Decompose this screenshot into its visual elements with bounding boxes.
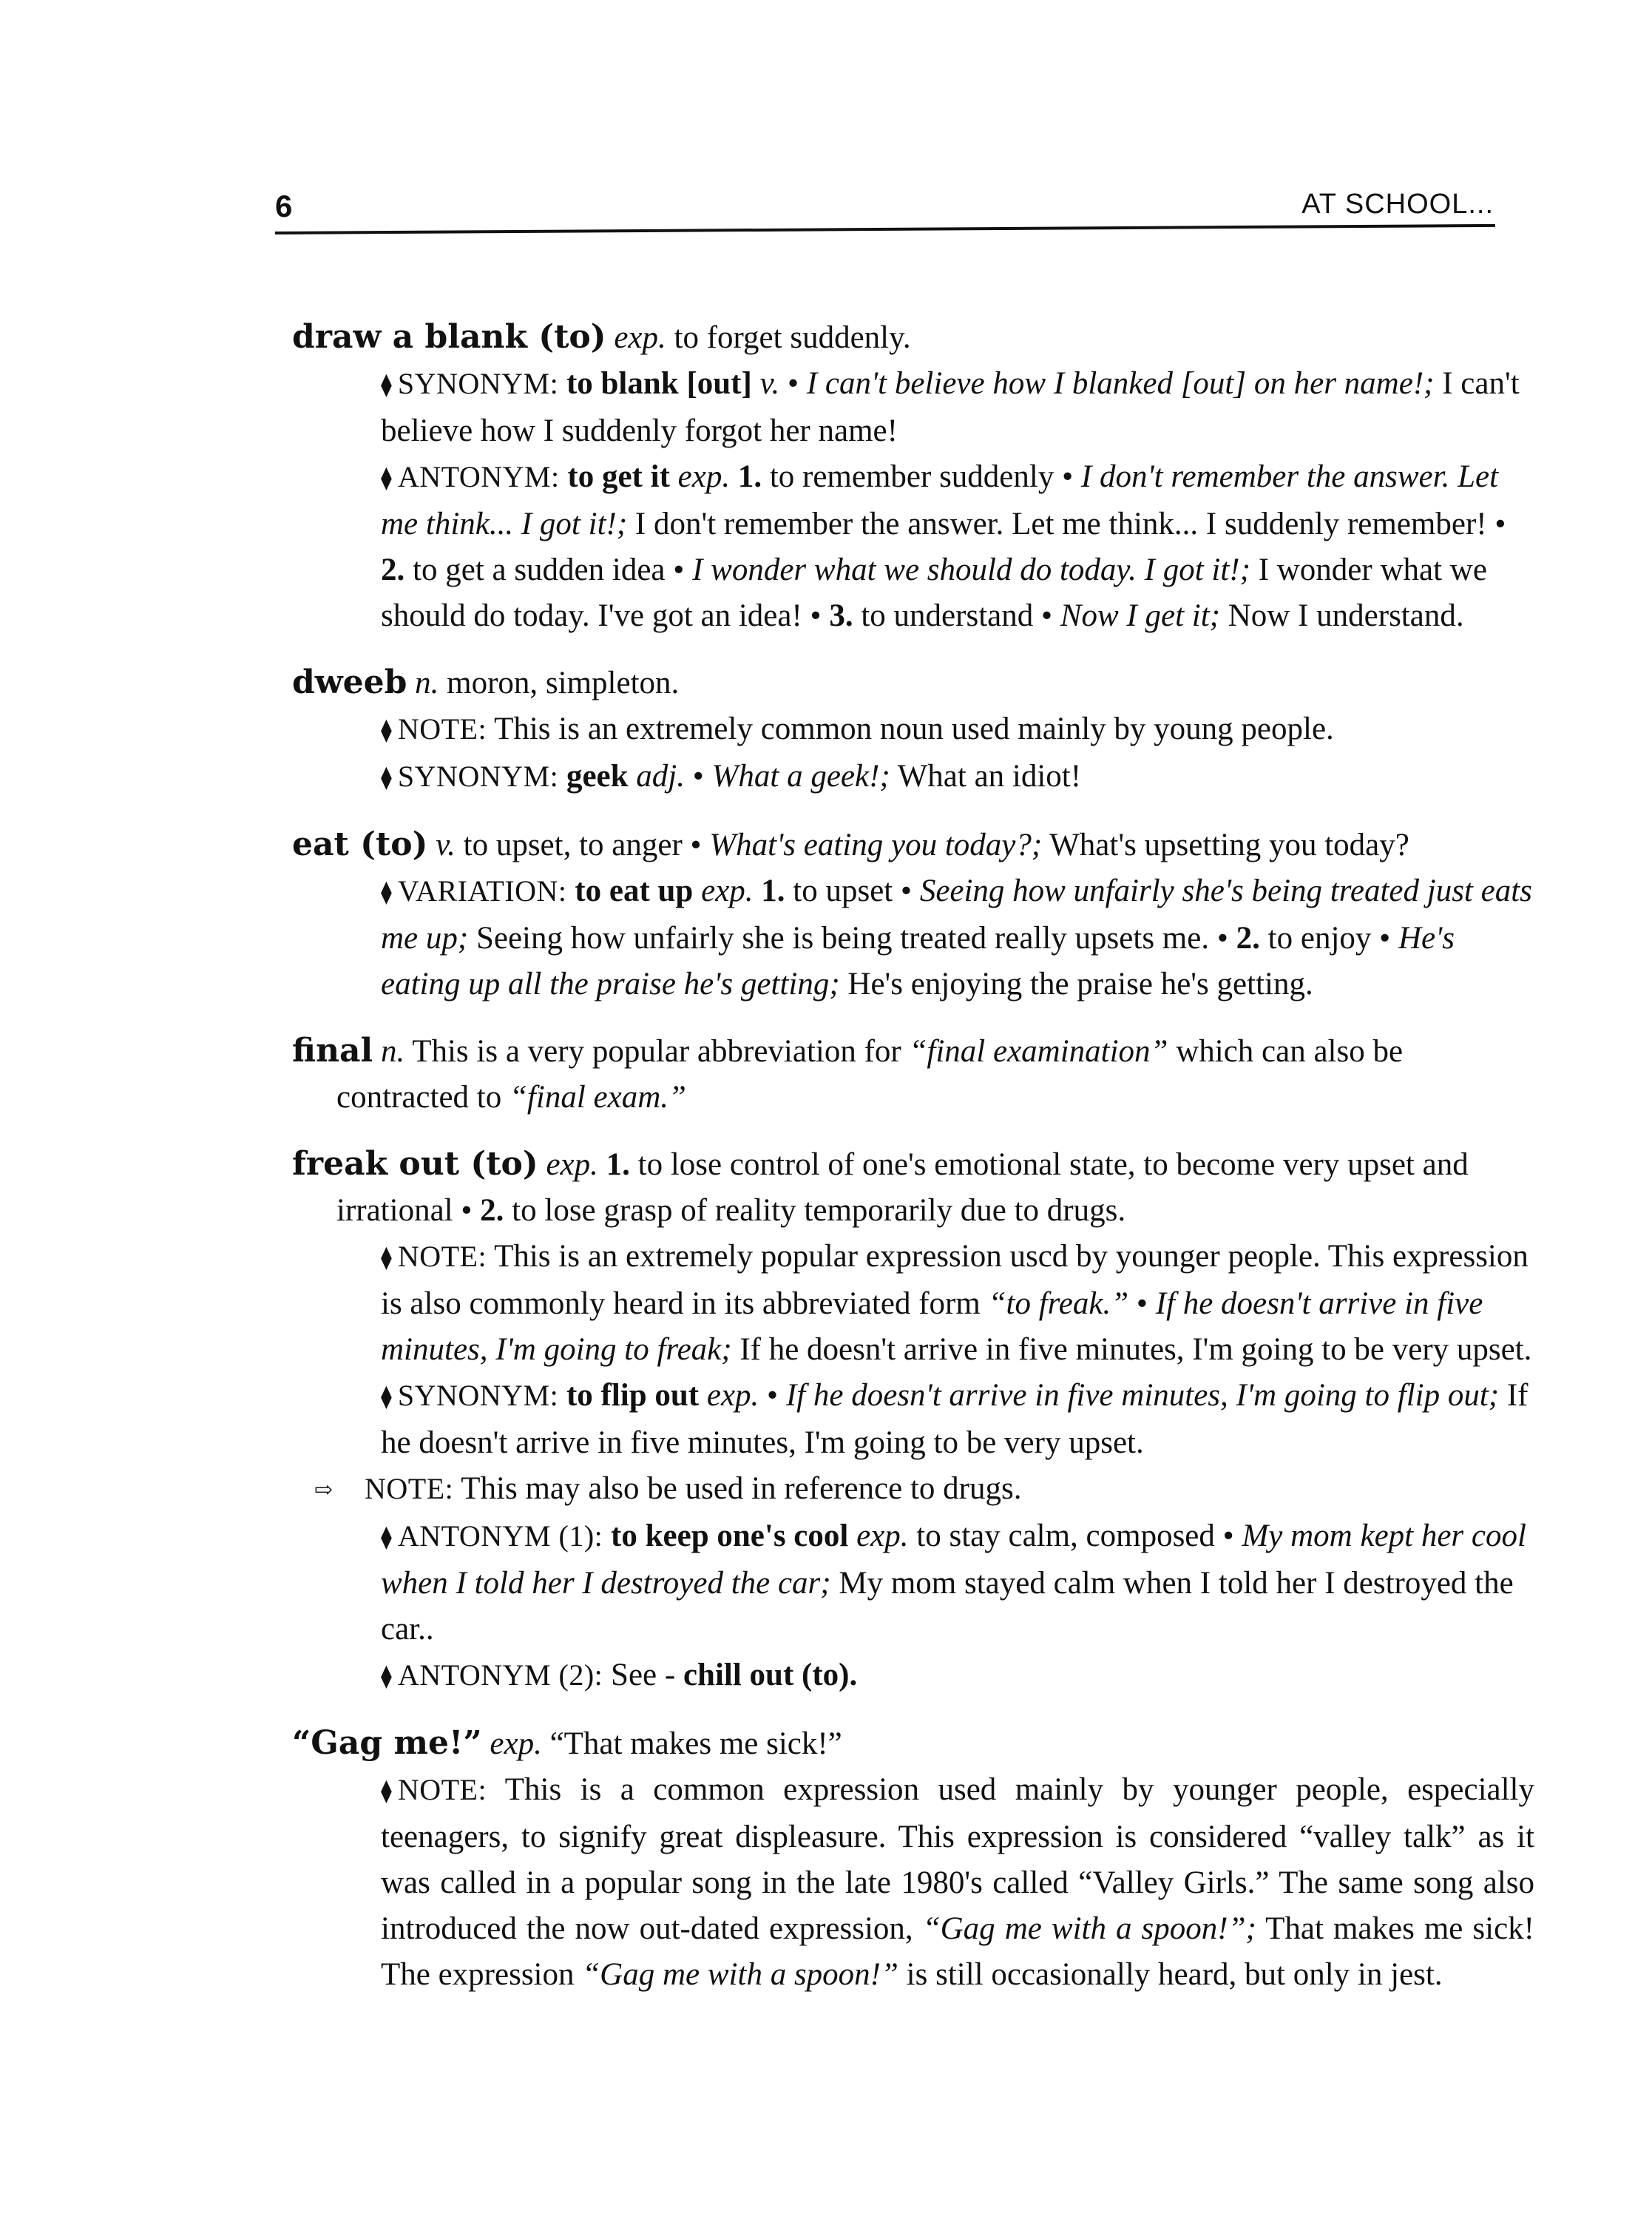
note-text: This is an extremely popular expression uscd by younger people. This expression is also commonly heard in its abbreviated form bbox=[381, 1239, 1529, 1321]
note-text: is still occasionally heard, but only in jest. bbox=[906, 1957, 1443, 1992]
headword: dweeb bbox=[292, 663, 407, 701]
label: ANTONYM (1): bbox=[397, 1519, 603, 1553]
diamond-bullet-icon: ⧫ bbox=[381, 880, 392, 905]
translation: What's upsetting you today? bbox=[1049, 828, 1409, 862]
antonym-block: ⧫ ANTONYM: to get it exp. 1. to remember suddenly • I don't remember the answer. Let me think... I got it!; I don't remember the answer. Let me think... I suddenly remember! • 2. to get a sudden idea • I wonder what we should do today. I got it!; I wonder what we should do today. I've got an idea! • 3. to understand • Now I get it; Now I understand. bbox=[336, 454, 1534, 639]
sense-number: 3. bbox=[829, 598, 853, 633]
example: If he doesn't arrive in five minutes, I'm going to freak; bbox=[381, 1286, 1483, 1367]
translation: If he doesn't arrive in five minutes, I'm going to be very upset. bbox=[739, 1332, 1532, 1367]
sense-number: 1. bbox=[606, 1147, 630, 1182]
example: What a geek!; bbox=[711, 759, 890, 794]
example: I don't remember the answer. Let me think... I got it!; bbox=[381, 459, 1499, 541]
translation: I don't remember the answer. Let me think... I suddenly remember! bbox=[634, 507, 1487, 541]
subterm: to blank [out] bbox=[566, 366, 752, 401]
part-of-speech: v. bbox=[436, 828, 456, 862]
entry-draw-a-blank bbox=[292, 314, 1534, 639]
translation: I wonder what we should do today. I've got an idea! bbox=[381, 553, 1487, 633]
subterm: to keep one's cool bbox=[611, 1519, 849, 1553]
sense-definition: to lose grasp of reality temporarily due to drugs. bbox=[512, 1193, 1126, 1228]
translation: Now I understand. bbox=[1228, 598, 1464, 633]
definition-text: This is a very popular abbreviation for bbox=[412, 1034, 901, 1069]
synonym-block: ⧫ SYNONYM: to blank [out] v. • I can't believe how I blanked [out] on her name!; I can't believe how I suddenly forgot her name! bbox=[336, 361, 1534, 454]
note-text: This may also be used in reference to drugs. bbox=[461, 1471, 1022, 1506]
headword: “Gag me!” bbox=[292, 1724, 482, 1762]
entry-final bbox=[292, 1028, 1534, 1121]
translation: What an idiot! bbox=[897, 759, 1082, 794]
subterm: geek bbox=[566, 759, 629, 794]
entry-eat: eat (to) v. to upset, to anger • What's eating you today?; What's upsetting you today? ⧫ VARIATION: to eat up exp. 1. to upset • Seeing how unfairly she's being treated just eats me up; Seeing how unfairly she is being treated really upsets me. • 2. to enjoy • He's eating up all the praise he's getting; He's enjoying the praise he's getting. bbox=[292, 822, 1534, 1007]
example: I wonder what we should do today. I got it!; bbox=[692, 553, 1250, 587]
label: VARIATION: bbox=[397, 874, 567, 908]
page-number: 6 bbox=[275, 189, 293, 223]
quoted-term: “final examination” bbox=[909, 1034, 1168, 1069]
sense-number: 1. bbox=[737, 459, 762, 494]
diamond-bullet-icon: ⧫ bbox=[381, 1525, 392, 1550]
sense-number: 2. bbox=[480, 1193, 504, 1228]
part-of-speech: exp. bbox=[856, 1519, 909, 1553]
quoted-term: “final exam.” bbox=[510, 1080, 686, 1115]
label: ANTONYM: bbox=[397, 460, 560, 493]
sense-definition: to upset bbox=[793, 874, 893, 908]
part-of-speech: v. bbox=[759, 366, 780, 401]
translation: If he doesn't arrive in five minutes, I'm going to be very upset. bbox=[381, 1378, 1529, 1460]
quoted-term: “Gag me with a spoon!”; bbox=[922, 1911, 1256, 1946]
diamond-bullet-icon: ⧫ bbox=[381, 1779, 392, 1803]
part-of-speech: adj. bbox=[636, 759, 685, 794]
part-of-speech: exp. bbox=[614, 320, 666, 355]
sense-number: 2. bbox=[381, 553, 405, 587]
definition: “That makes me sick!” bbox=[549, 1726, 842, 1761]
antonym-1-block: ⧫ ANTONYM (1): to keep one's cool exp. to stay calm, composed • My mom kept her cool when I told her I destroyed the car; My mom stayed calm when I told her I destroyed the car.. bbox=[336, 1513, 1534, 1652]
part-of-speech: n. bbox=[415, 666, 439, 700]
sense-definition: to get a sudden idea bbox=[413, 553, 666, 587]
entry-dweeb bbox=[292, 660, 1534, 801]
example: Seeing how unfairly she's being treated just eats me up; bbox=[381, 874, 1532, 956]
note-block bbox=[336, 1767, 1534, 1998]
note-block bbox=[336, 706, 1534, 754]
subterm: to eat up bbox=[575, 874, 694, 908]
quoted-term: “Gag me with a spoon!” bbox=[582, 1957, 898, 1992]
entry-gag-me bbox=[292, 1720, 1534, 1998]
note-text: That makes me sick! The expression bbox=[381, 1911, 1534, 1992]
example: My mom kept her cool when I told her I destroyed the car; bbox=[381, 1519, 1526, 1601]
variation-block: ⧫ VARIATION: to eat up exp. 1. to upset • Seeing how unfairly she's being treated just eats me up; Seeing how unfairly she is being treated really upsets me. • 2. to enjoy • He's eating up all the praise he's getting; He's enjoying the praise he's getting. bbox=[336, 868, 1534, 1007]
see-also-text: See - bbox=[611, 1658, 676, 1692]
translation: My mom stayed calm when I told her I destroyed the car.. bbox=[381, 1566, 1514, 1646]
diamond-bullet-icon: ⧫ bbox=[381, 1664, 392, 1689]
part-of-speech: exp. bbox=[546, 1147, 598, 1182]
diamond-bullet-icon: ⧫ bbox=[381, 718, 392, 743]
part-of-speech: exp. bbox=[706, 1378, 759, 1413]
dictionary-entries bbox=[292, 314, 1534, 2019]
definition-text: which can also be contracted to bbox=[336, 1034, 1404, 1115]
label: NOTE: bbox=[365, 1472, 454, 1505]
sense-definition: to remember suddenly bbox=[769, 459, 1054, 494]
label: NOTE: bbox=[397, 712, 487, 746]
label: SYNONYM: bbox=[397, 1379, 559, 1412]
running-head: AT SCHOOL... bbox=[1301, 189, 1494, 220]
sense-definition: to enjoy bbox=[1267, 921, 1372, 956]
cross-reference: chill out (to). bbox=[683, 1658, 858, 1692]
diamond-bullet-icon: ⧫ bbox=[381, 1385, 392, 1409]
label: SYNONYM: bbox=[397, 760, 559, 793]
label: SYNONYM: bbox=[397, 367, 559, 400]
example: I can't believe how I blanked [out] on her name!; bbox=[806, 366, 1435, 401]
headword: eat (to) bbox=[292, 825, 428, 863]
translation: He's enjoying the praise he's getting. bbox=[847, 967, 1313, 1002]
sub-note-block: ⇨ NOTE: This may also be used in reference to drugs. bbox=[314, 1471, 1022, 1506]
label: NOTE: bbox=[397, 1773, 487, 1806]
sense-definition: to lose control of one's emotional state, to become very upset and irrational bbox=[336, 1147, 1469, 1228]
sense-number: 2. bbox=[1236, 921, 1260, 956]
definition: to upset, to anger bbox=[463, 828, 683, 862]
example: Now I get it; bbox=[1060, 598, 1220, 633]
headword: final bbox=[292, 1032, 373, 1070]
synonym-block: ⧫ SYNONYM: geek adj. • What a geek!; What an idiot! bbox=[336, 754, 1534, 801]
diamond-bullet-icon: ⧫ bbox=[381, 766, 392, 790]
quoted-term: “to freak.” bbox=[988, 1286, 1129, 1321]
part-of-speech: exp. bbox=[677, 459, 731, 494]
part-of-speech: exp. bbox=[701, 874, 754, 908]
entry-freak-out: freak out (to) exp. 1. to lose control of one's emotional state, to become very upset and irrational • 2. to lose grasp of reality temporarily due to drugs. ⧫ NOTE: This is an extremely popular expression uscd by younger people. This expression is also commonly heard in its abbreviated form “to freak.” • If he doesn't arrive in five minutes, I'm going to freak; If he doesn't arrive in five minutes, I'm going to be very upset. ⧫ SYNONYM: to flip out exp. • If he doesn't arrive in five minutes, I'm going to flip out; If he doesn't arrive in five minutes, I'm going to be very upset. ⇨ NOTE: This may also be used in reference to drugs. ⧫ ANTONYM (1): to keep one's cool exp. to stay calm, composed • My mom kept her cool when I told her I destroyed the car; My mom stayed calm when I told her I destroyed the car.. ⧫ ANTONYM (2): See - chill out (to). bbox=[292, 1141, 1534, 1700]
label: ANTONYM (2): bbox=[397, 1658, 603, 1692]
synonym-block: ⧫ SYNONYM: to flip out exp. • If he doesn't arrive in five minutes, I'm going to flip out; If he doesn't arrive in five minutes, I'm going to be very upset. bbox=[336, 1373, 1534, 1466]
note-block: ⧫ NOTE: This is an extremely popular expression uscd by younger people. This expression is also commonly heard in its abbreviated form “to freak.” • If he doesn't arrive in five minutes, I'm going to freak; If he doesn't arrive in five minutes, I'm going to be very upset. bbox=[336, 1234, 1534, 1373]
label: NOTE: bbox=[397, 1240, 487, 1273]
definition: to forget suddenly. bbox=[674, 320, 911, 355]
diamond-bullet-icon: ⧫ bbox=[381, 1246, 392, 1270]
part-of-speech: exp. bbox=[490, 1726, 542, 1761]
definition: moron, simpleton. bbox=[447, 666, 680, 700]
diamond-bullet-icon: ⧫ bbox=[381, 466, 392, 490]
antonym-2-block bbox=[336, 1652, 1534, 1700]
sense-definition: to understand bbox=[861, 598, 1034, 633]
part-of-speech: n. bbox=[380, 1034, 405, 1069]
translation: I can't believe how I suddenly forgot her name! bbox=[381, 366, 1520, 448]
sense-number: 1. bbox=[761, 874, 785, 908]
translation: Seeing how unfairly she is being treated really upsets me. bbox=[475, 921, 1210, 956]
definition: to stay calm, composed bbox=[916, 1519, 1215, 1553]
subterm: to get it bbox=[567, 459, 670, 494]
diamond-bullet-icon: ⧫ bbox=[381, 373, 392, 397]
headword: draw a blank (to) bbox=[292, 318, 606, 356]
note-text: This is a common expression used mainly by younger people, especially teenagers, to signify great displeasure. This expression is considered “valley talk” as it was called in a popular song in the late 1980's called “Valley Girls.” The same song also introduced the now out-dated expression, bbox=[381, 1772, 1534, 1946]
example: What's eating you today?; bbox=[709, 828, 1043, 862]
example: If he doesn't arrive in five minutes, I'm going to flip out; bbox=[785, 1378, 1500, 1413]
subterm: to flip out bbox=[566, 1378, 700, 1413]
headword: freak out (to) bbox=[292, 1145, 538, 1183]
example: He's eating up all the praise he's getting; bbox=[381, 921, 1455, 1002]
note-text: This is an extremely common noun used mainly by young people. bbox=[494, 712, 1334, 746]
